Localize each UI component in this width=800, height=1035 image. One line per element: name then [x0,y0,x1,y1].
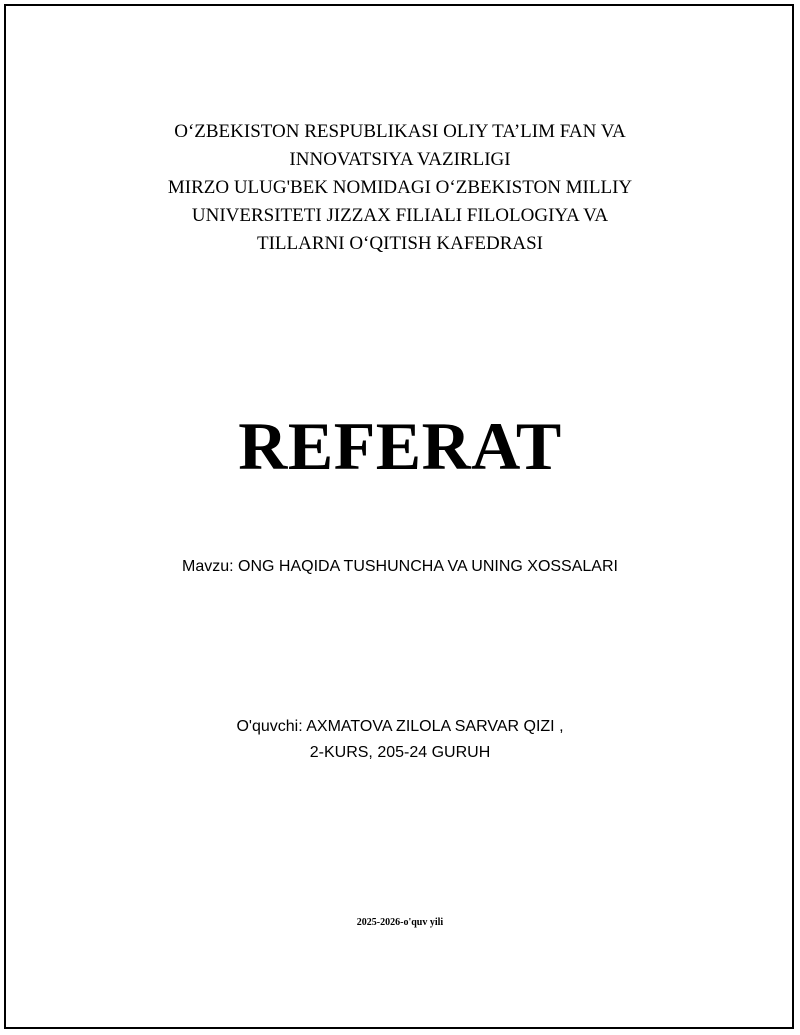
student-name-line: O'quvchi: AXMATOVA ZILOLA SARVAR QIZI , [236,718,564,735]
header-line: INNOVATSIYA VAZIRLIGI [289,149,511,170]
document-title: REFERAT [238,408,562,484]
header-line: MIRZO ULUG'BEK NOMIDAGI O‘ZBEKISTON MILLIY [167,177,633,198]
student-group-line: 2-KURS, 205-24 GURUH [309,744,491,761]
institution-header [0,118,800,258]
student-info [0,714,800,766]
topic-line: Mavzu: ONG HAQIDA TUSHUNCHA VA UNING XOSSALARI [182,558,618,575]
header-line: TILLARNI O‘QITISH KAFEDRASI [256,233,544,254]
header-line: O‘ZBEKISTON RESPUBLIKASI OLIY TA’LIM FAN VA [174,121,626,142]
header-line: UNIVERSITETI JIZZAX FILIALI FILOLOGIYA VA [191,205,609,226]
academic-year: 2025-2026-o'quv yili [356,917,444,928]
